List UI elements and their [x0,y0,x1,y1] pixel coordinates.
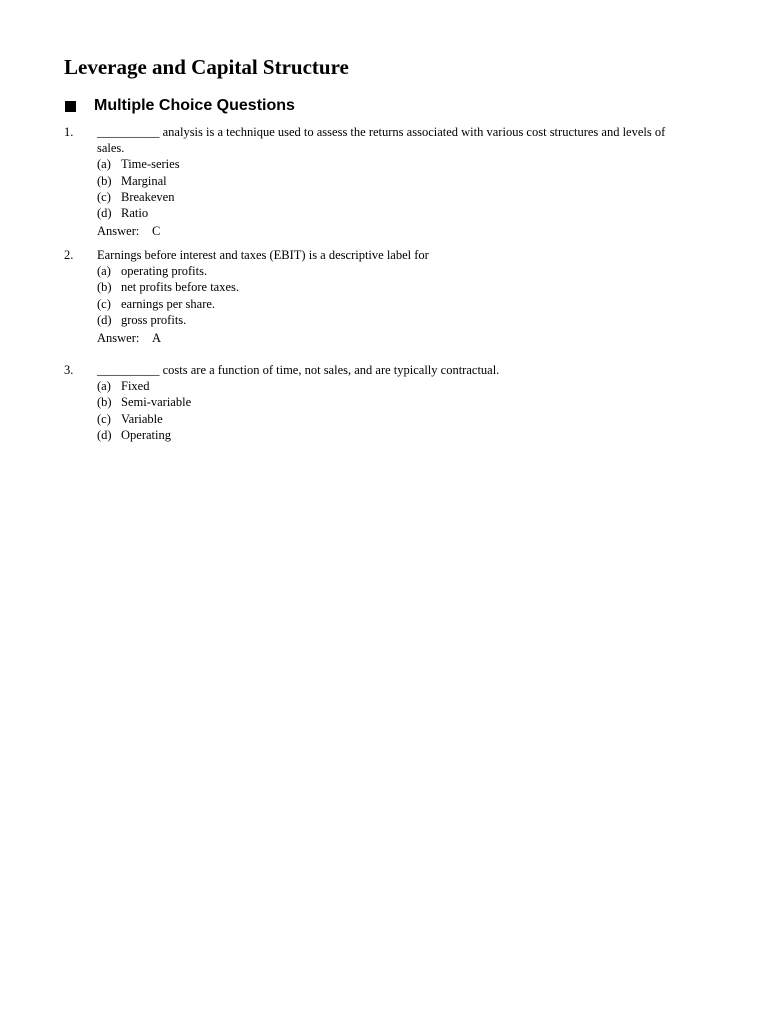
question-stem: Earnings before interest and taxes (EBIT) is a descriptive label for [97,248,429,262]
option-a [97,156,684,172]
option-list [97,263,684,328]
option-letter: (b) [97,173,112,188]
option-text: operating profits. [121,264,208,279]
question-body [97,124,684,239]
option-list [97,378,684,443]
option-letter: (c) [97,189,111,204]
option-text: Ratio [121,206,149,221]
option-letter: (d) [97,427,112,442]
option-letter: (c) [97,411,111,426]
option-c [97,189,684,205]
option-text: earnings per share. [121,296,216,311]
option-letter: (a) [97,157,111,172]
option-letter: (b) [97,280,112,295]
option-c [97,296,684,312]
option-d [97,312,684,328]
option-text: Time-series [121,157,180,172]
option-letter: (d) [97,206,112,221]
answer-value: A [152,331,162,346]
option-a [97,378,684,394]
option-text: gross profits. [121,312,187,327]
answer-label: Answer: [97,224,140,239]
option-d [97,205,684,221]
answer-label: Answer: [97,331,140,346]
option-letter: (d) [97,312,112,327]
black-square-icon [65,101,76,112]
option-list [97,156,684,221]
section-heading [64,95,295,117]
question-body [97,362,684,443]
option-text: Fixed [121,379,150,394]
question-number: 1. [64,125,74,139]
option-text: Semi-variable [121,395,192,410]
option-d [97,427,684,443]
question-3 [64,362,684,443]
option-text: Breakeven [121,189,175,204]
option-b [97,279,684,295]
option-letter: (b) [97,395,112,410]
answer-value: C [152,224,161,239]
answer-line [97,223,684,239]
option-b [97,394,684,410]
option-text: Variable [121,411,163,426]
section-heading-label: Multiple Choice Questions [94,97,295,114]
question-number: 3. [64,363,74,377]
option-b [97,173,684,189]
question-number: 2. [64,248,74,262]
option-text: net profits before taxes. [121,280,240,295]
question-1 [64,124,684,239]
answer-line [97,330,684,346]
option-letter: (c) [97,296,111,311]
page-title: Leverage and Capital Structure [64,55,349,79]
option-letter: (a) [97,264,111,279]
option-text: Operating [121,427,171,442]
question-body [97,247,684,346]
option-c [97,411,684,427]
question-2 [64,247,684,346]
option-text: Marginal [121,173,167,188]
option-letter: (a) [97,379,111,394]
question-stem: __________ analysis is a technique used to assess the returns associated with various cost structures and levels of sales. [97,125,666,156]
option-a [97,263,684,279]
question-stem: __________ costs are a function of time, not sales, and are typically contractual. [97,363,500,377]
